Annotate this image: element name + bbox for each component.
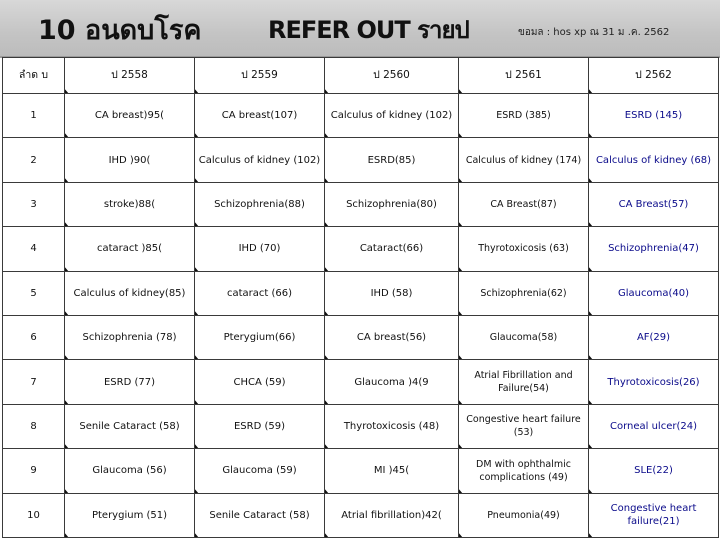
year-2560-cell: Schizophrenia(80) [325, 182, 459, 226]
year-2562-cell: SLE(22) [589, 449, 719, 493]
table-row [3, 360, 719, 404]
year-2558-cell: CA breast)95( [65, 94, 195, 138]
year-2560-cell: CA breast(56) [325, 315, 459, 359]
year-2562-cell: Calculus of kidney (68) [589, 138, 719, 182]
rank-cell: 5 [3, 271, 65, 315]
year-2561-cell: DM with ophthalmic complications (49) [459, 449, 589, 493]
column-header-rank: ลำด บ [3, 58, 65, 94]
ranking-table [2, 57, 719, 538]
year-2558-cell: cataract )85( [65, 227, 195, 271]
year-2559-cell: Glaucoma (59) [195, 449, 325, 493]
year-2562-cell: AF(29) [589, 315, 719, 359]
year-2562-cell: ESRD (145) [589, 94, 719, 138]
year-2558-cell: stroke)88( [65, 182, 195, 226]
cell-corner-marker [195, 532, 200, 538]
year-2558-cell: Senile Cataract (58) [65, 404, 195, 448]
year-2562-cell: Glaucoma(40) [589, 271, 719, 315]
table-row [3, 227, 719, 271]
year-2558-cell: Glaucoma (56) [65, 449, 195, 493]
year-2559-cell: Senile Cataract (58) [195, 493, 325, 537]
cell-corner-marker [65, 532, 70, 538]
year-2561-cell: Pneumonia(49) [459, 493, 589, 537]
year-2558-cell: IHD )90( [65, 138, 195, 182]
column-header-2558: ป 2558 [65, 58, 195, 94]
year-2562-cell: Schizophrenia(47) [589, 227, 719, 271]
title-bar [0, 0, 720, 58]
rank-cell: 2 [3, 138, 65, 182]
year-2561-cell: CA Breast(87) [459, 182, 589, 226]
table-row [3, 138, 719, 182]
table-row [3, 449, 719, 493]
page-subtitle: REFER OUT รายป [268, 16, 469, 44]
year-2562-cell: Congestive heart failure(21) [589, 493, 719, 537]
year-2562-cell: CA Breast(57) [589, 182, 719, 226]
table-row [3, 271, 719, 315]
rank-cell: 7 [3, 360, 65, 404]
year-2560-cell: Thyrotoxicosis (48) [325, 404, 459, 448]
year-2559-cell: CHCA (59) [195, 360, 325, 404]
cell-corner-marker [325, 532, 330, 538]
table-row [3, 315, 719, 359]
year-2560-cell: Cataract(66) [325, 227, 459, 271]
rank-cell: 6 [3, 315, 65, 359]
cell-corner-marker [589, 532, 594, 538]
year-2562-cell: Thyrotoxicosis(26) [589, 360, 719, 404]
year-2560-cell: MI )45( [325, 449, 459, 493]
column-header-2560: ป 2560 [325, 58, 459, 94]
year-2559-cell: ESRD (59) [195, 404, 325, 448]
year-2558-cell: Pterygium (51) [65, 493, 195, 537]
year-2560-cell: Calculus of kidney (102) [325, 94, 459, 138]
year-2559-cell: Pterygium(66) [195, 315, 325, 359]
year-2561-cell: Calculus of kidney (174) [459, 138, 589, 182]
year-2562-cell: Corneal ulcer(24) [589, 404, 719, 448]
data-source-note: ขอมล : hos xp ณ 31 ม .ค. 2562 [518, 27, 670, 38]
year-2558-cell: Schizophrenia (78) [65, 315, 195, 359]
table-row [3, 182, 719, 226]
year-2561-cell: Atrial Fibrillation and Failure(54) [459, 360, 589, 404]
year-2559-cell: Schizophrenia(88) [195, 182, 325, 226]
year-2560-cell: ESRD(85) [325, 138, 459, 182]
rank-cell: 4 [3, 227, 65, 271]
year-2560-cell: Atrial fibrillation)42( [325, 493, 459, 537]
year-2561-cell: Schizophrenia(62) [459, 271, 589, 315]
column-header-2561: ป 2561 [459, 58, 589, 94]
column-header-2562: ป 2562 [589, 58, 719, 94]
year-2559-cell: cataract (66) [195, 271, 325, 315]
rank-cell: 9 [3, 449, 65, 493]
year-2560-cell: Glaucoma )4(9 [325, 360, 459, 404]
column-header-2559: ป 2559 [195, 58, 325, 94]
rank-cell: 10 [3, 493, 65, 537]
year-2561-cell: Glaucoma(58) [459, 315, 589, 359]
year-2561-cell: Thyrotoxicosis (63) [459, 227, 589, 271]
year-2561-cell: Congestive heart failure (53) [459, 404, 589, 448]
table-row [3, 493, 719, 537]
year-2559-cell: IHD (70) [195, 227, 325, 271]
rank-cell: 1 [3, 94, 65, 138]
table-row [3, 404, 719, 448]
year-2561-cell: ESRD (385) [459, 94, 589, 138]
year-2558-cell: Calculus of kidney(85) [65, 271, 195, 315]
rank-cell: 3 [3, 182, 65, 226]
cell-corner-marker [459, 532, 464, 538]
rank-cell: 8 [3, 404, 65, 448]
year-2558-cell: ESRD (77) [65, 360, 195, 404]
year-2559-cell: CA breast(107) [195, 94, 325, 138]
year-2560-cell: IHD (58) [325, 271, 459, 315]
header-row [3, 58, 719, 94]
page-title: 10 อนดบโรค [38, 15, 202, 46]
table-row [3, 94, 719, 138]
year-2559-cell: Calculus of kidney (102) [195, 138, 325, 182]
